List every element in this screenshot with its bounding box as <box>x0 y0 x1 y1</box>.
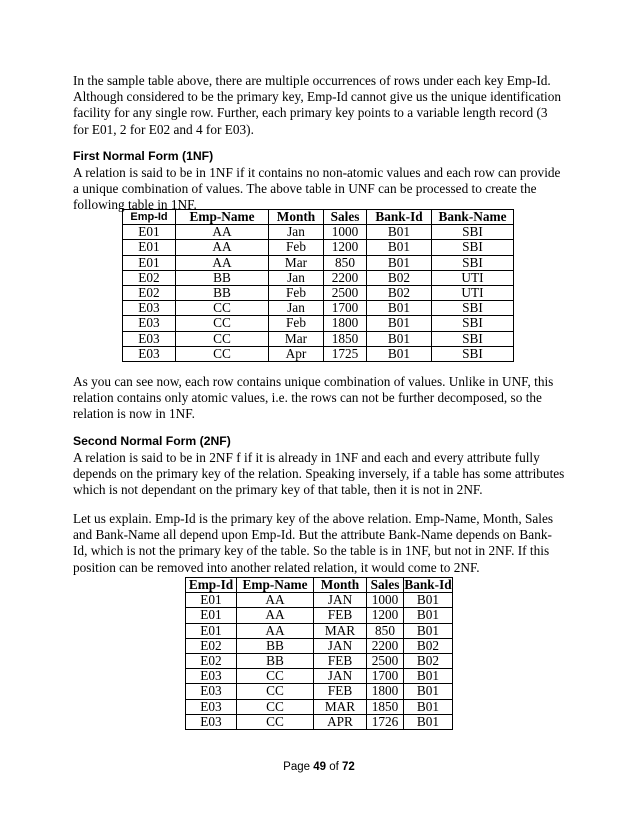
first-nf-intro-paragraph: A relation is said to be in 1NF if it contains no non-atomic values and each row can provide a unique combination of values. The above table in UNF can be processed to create the following table in 1NF. <box>73 165 561 213</box>
table-row <box>123 301 514 316</box>
table-row <box>123 316 514 331</box>
column-header: Month <box>269 210 324 225</box>
table-cell: 850 <box>367 623 404 638</box>
first-nf-table <box>122 209 514 362</box>
column-header: Sales <box>324 210 367 225</box>
table-cell: E03 <box>186 684 237 699</box>
first-nf-heading: First Normal Form (1NF) <box>73 149 214 163</box>
table-cell: B01 <box>404 714 453 729</box>
column-header: Emp-Name <box>176 210 269 225</box>
table-cell: JAN <box>314 638 367 653</box>
table-cell: B01 <box>367 331 432 346</box>
second-nf-intro-paragraph: A relation is said to be in 2NF f if it is already in 1NF and each and every attribute fully depends on the primary key of the relation. Speaking inversely, if a table has some attributes which is not dependant on the primary key of that table, then it is not in 2NF. <box>73 450 565 498</box>
table-cell: SBI <box>432 255 514 270</box>
table-cell: B01 <box>367 301 432 316</box>
table-cell: E03 <box>123 331 176 346</box>
footer-prefix: Page <box>283 761 314 773</box>
table-cell: FEB <box>314 654 367 669</box>
footer-middle: of <box>326 761 343 773</box>
table-cell: 1800 <box>324 316 367 331</box>
table-row <box>186 638 453 653</box>
table-cell: B01 <box>367 240 432 255</box>
table-row <box>123 331 514 346</box>
column-header: Month <box>314 578 367 593</box>
table-cell: CC <box>237 669 314 684</box>
table-cell: 2200 <box>367 638 404 653</box>
table-cell: B02 <box>404 638 453 653</box>
table-cell: E01 <box>186 608 237 623</box>
table-row <box>186 608 453 623</box>
first-nf-after-paragraph: As you can see now, each row contains unique combination of values. Unlike in UNF, this relation contains only atomic values, i.e. the rows can not be further decomposed, so the relation is now in 1NF. <box>73 374 554 422</box>
table-row <box>186 699 453 714</box>
table-row <box>123 286 514 301</box>
table-cell: Mar <box>269 331 324 346</box>
table-cell: 1800 <box>367 684 404 699</box>
table-cell: E02 <box>123 286 176 301</box>
table-cell: Jan <box>269 225 324 240</box>
table-header-row <box>186 578 453 593</box>
total-pages-number: 72 <box>342 761 355 773</box>
table-cell: 1200 <box>367 608 404 623</box>
table-cell: Feb <box>269 316 324 331</box>
table-cell: B01 <box>367 316 432 331</box>
table-cell: E03 <box>123 316 176 331</box>
table-cell: 1850 <box>367 699 404 714</box>
table-cell: B01 <box>404 699 453 714</box>
table-cell: UTI <box>432 286 514 301</box>
table-row <box>186 714 453 729</box>
second-nf-table <box>185 577 453 730</box>
table-cell: JAN <box>314 593 367 608</box>
table-cell: B01 <box>367 255 432 270</box>
table-cell: MAR <box>314 623 367 638</box>
table-cell: BB <box>237 638 314 653</box>
table-cell: 1700 <box>324 301 367 316</box>
table-cell: B01 <box>404 669 453 684</box>
table-cell: 2500 <box>324 286 367 301</box>
column-header: Sales <box>367 578 404 593</box>
table-cell: AA <box>176 225 269 240</box>
table-cell: B01 <box>404 684 453 699</box>
first-nf-table-body <box>123 225 514 362</box>
column-header: Bank-Id <box>404 577 452 592</box>
table-cell: APR <box>314 714 367 729</box>
table-cell: CC <box>176 301 269 316</box>
table-row <box>123 240 514 255</box>
table-cell: B02 <box>404 654 453 669</box>
table-cell: AA <box>176 240 269 255</box>
table-cell: B01 <box>367 225 432 240</box>
table-cell: Mar <box>269 255 324 270</box>
column-header: Bank-Name <box>432 210 514 225</box>
table-cell: B01 <box>404 593 453 608</box>
table-cell: CC <box>176 331 269 346</box>
table-cell: E03 <box>123 301 176 316</box>
table-cell: FEB <box>314 684 367 699</box>
table-header-row <box>123 210 514 225</box>
table-cell: E01 <box>186 623 237 638</box>
table-cell: SBI <box>432 240 514 255</box>
table-cell: CC <box>237 684 314 699</box>
table-cell: CC <box>176 316 269 331</box>
table-cell: Feb <box>269 286 324 301</box>
table-cell: 1000 <box>367 593 404 608</box>
table-cell: 2200 <box>324 270 367 285</box>
table-cell: UTI <box>432 270 514 285</box>
table-cell: 1000 <box>324 225 367 240</box>
table-cell: B01 <box>404 608 453 623</box>
table-cell: Jan <box>269 270 324 285</box>
table-cell: AA <box>237 593 314 608</box>
table-cell: 2500 <box>367 654 404 669</box>
table-cell: 1850 <box>324 331 367 346</box>
table-row <box>186 669 453 684</box>
column-header: Emp-Id <box>186 578 237 593</box>
table-row <box>186 654 453 669</box>
table-cell: SBI <box>432 225 514 240</box>
table-cell: E03 <box>186 699 237 714</box>
current-page-number: 49 <box>313 761 327 773</box>
table-cell: E01 <box>123 225 176 240</box>
table-row <box>186 593 453 608</box>
table-cell: JAN <box>314 669 367 684</box>
table-cell: AA <box>237 608 314 623</box>
table-cell: CC <box>176 346 269 361</box>
table-cell: 850 <box>324 255 367 270</box>
table-cell: CC <box>237 714 314 729</box>
table-cell: E03 <box>123 346 176 361</box>
second-nf-explain-paragraph: Let us explain. Emp-Id is the primary key of the above relation. Emp-Name, Month, Sales and Bank-Name all depend upon Emp-Id. But the attribute Bank-Name depends on Bank-Id, which is not the primary key of the table. So the table is in 1NF, but not in 2NF. If this position can be removed into another related relation, it would come to 2NF. <box>73 511 554 575</box>
table-cell: E02 <box>186 638 237 653</box>
table-cell: BB <box>176 270 269 285</box>
table-cell: E01 <box>123 240 176 255</box>
table-cell: E01 <box>186 593 237 608</box>
table-cell: BB <box>237 654 314 669</box>
table-cell: E02 <box>123 270 176 285</box>
table-cell: Feb <box>269 240 324 255</box>
table-cell: 1200 <box>324 240 367 255</box>
table-cell: SBI <box>432 301 514 316</box>
column-header: Emp-Name <box>237 578 314 593</box>
table-cell: Jan <box>269 301 324 316</box>
table-cell: 1700 <box>367 669 404 684</box>
table-cell: SBI <box>432 316 514 331</box>
page-footer <box>0 761 638 773</box>
table-cell: AA <box>237 623 314 638</box>
intro-paragraph: In the sample table above, there are multiple occurrences of rows under each key Emp-Id. Although considered to be the primary key, Emp-Id cannot give us the unique identification facility for any single row. Further, each primary key points to a variable length record (3 for E01, 2 for E02 and 4 for E03). <box>73 73 562 137</box>
table-row <box>123 346 514 361</box>
second-nf-table-body <box>186 593 453 730</box>
column-header: Emp-Id <box>123 210 176 225</box>
column-header: Bank-Id <box>367 210 432 225</box>
table-row <box>186 684 453 699</box>
table-cell: 1726 <box>367 714 404 729</box>
table-row <box>123 255 514 270</box>
table-row <box>123 270 514 285</box>
table-cell: FEB <box>314 608 367 623</box>
table-cell: CC <box>237 699 314 714</box>
table-row <box>186 623 453 638</box>
table-cell: E01 <box>123 255 176 270</box>
table-cell: SBI <box>432 346 514 361</box>
table-row <box>123 225 514 240</box>
table-cell: B02 <box>367 286 432 301</box>
table-cell: BB <box>176 286 269 301</box>
table-cell: E03 <box>186 669 237 684</box>
table-cell: E02 <box>186 654 237 669</box>
table-cell: Apr <box>269 346 324 361</box>
table-cell: MAR <box>314 699 367 714</box>
table-cell: B01 <box>367 346 432 361</box>
table-cell: AA <box>176 255 269 270</box>
table-cell: B01 <box>404 623 453 638</box>
table-cell: 1725 <box>324 346 367 361</box>
table-cell: E03 <box>186 714 237 729</box>
second-nf-heading: Second Normal Form (2NF) <box>73 434 231 448</box>
table-cell: B02 <box>367 270 432 285</box>
table-cell: SBI <box>432 331 514 346</box>
